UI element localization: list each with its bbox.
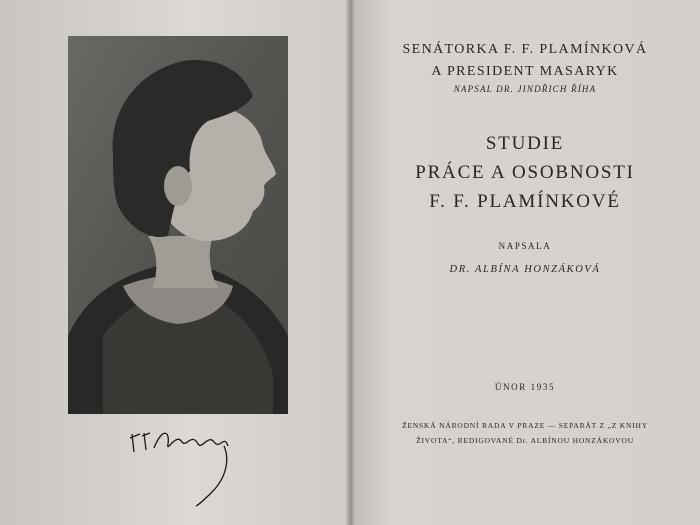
title-line-2: PRÁCE A OSOBNOSTI (415, 162, 635, 183)
footer-line-1: ŽENSKÁ NÁRODNÍ RADA V PRAZE — SEPARÁT Z „Z KNIHY (402, 421, 648, 430)
portrait-photo (68, 36, 288, 414)
signature (120, 420, 240, 510)
book-gutter (345, 0, 355, 525)
title-line-1: STUDIE (485, 133, 565, 154)
author-name: DR. ALBÍNA HONZÁKOVÁ (449, 264, 601, 275)
publication-date: ÚNOR 1935 (494, 382, 556, 392)
header-line-2: A PRESIDENT MASARYK (431, 64, 619, 79)
author-label: NAPSALA (498, 241, 552, 251)
header-byline: NAPSAL DR. JINDŘICH ŘÍHA (453, 84, 597, 94)
header-line-1: SENÁTORKA F. F. PLAMÍNKOVÁ (402, 42, 648, 57)
footer-line-2: ŽIVOTA“, REDIGOVANÉ Dr. ALBÍNOU HONZÁKOVOU (416, 436, 634, 445)
title-line-3: F. F. PLAMÍNKOVÉ (429, 191, 621, 212)
